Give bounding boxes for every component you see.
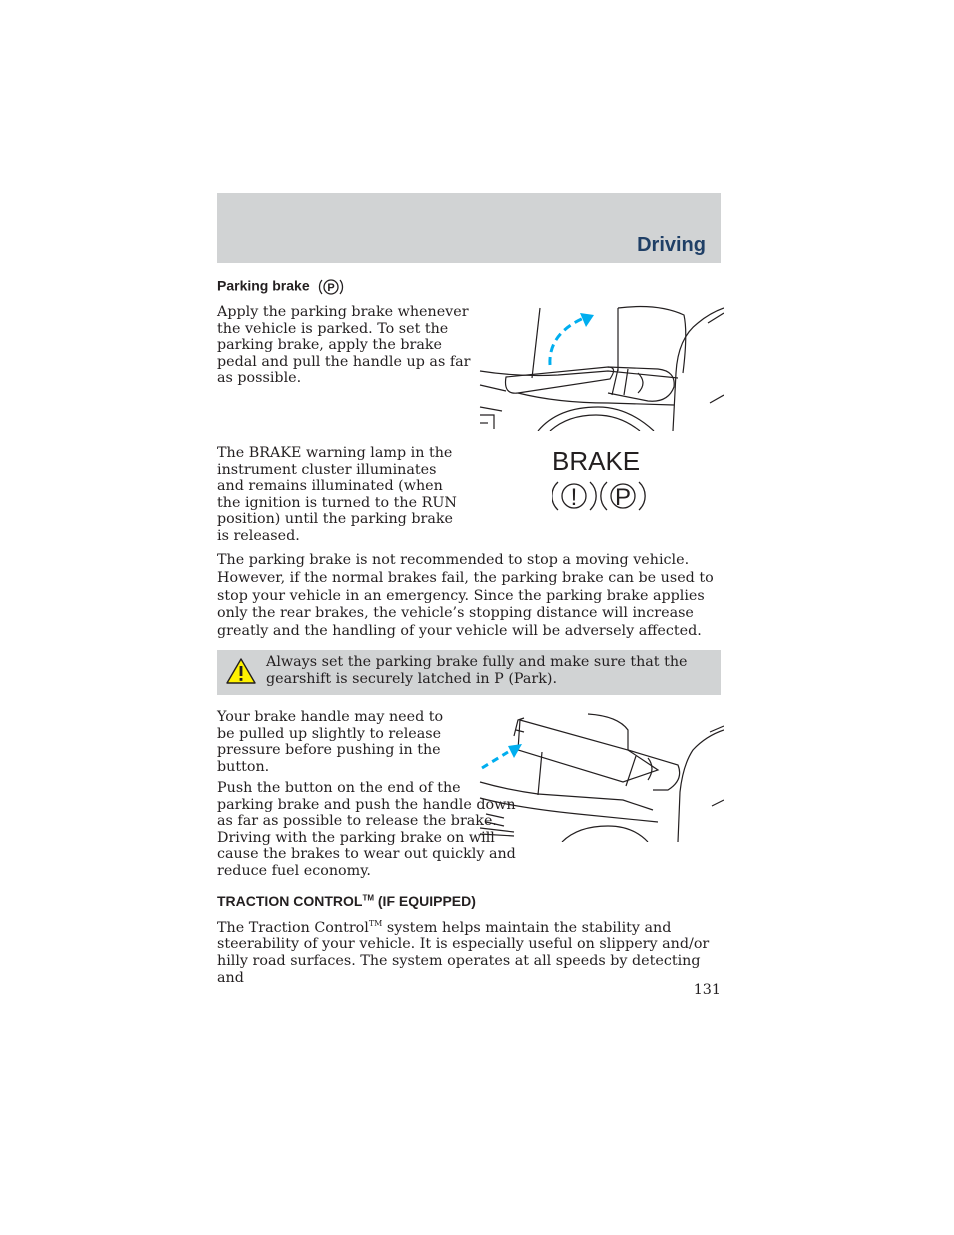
warning-text: Always set the parking brake fully and make sure that the gearshift is securely latched in P (Park). [266, 654, 688, 687]
brake-release-paragraph-1: Your brake handle may need to be pulled up slightly to release pressure before pushing in the button. [217, 709, 444, 775]
traction-control-paragraph-prefix: The Traction Control [217, 919, 369, 936]
section-header-bar [217, 193, 721, 263]
traction-control-heading-suffix: (IF EQUIPPED) [374, 893, 476, 909]
traction-control-heading [217, 893, 476, 909]
brake-warning-lamp [552, 446, 648, 516]
parking-brake-apply-paragraph: Apply the parking brake whenever the vehicle is parked. To set the parking brake, apply the brake pedal and pull the handle up as far as possible. [217, 304, 471, 387]
page-number: 131 [693, 982, 721, 998]
brake-release-paragraph-2: Push the button on the end of the parking brake and push the handle down as far as possible to release the brake. Driving with the parking brake on will cause the brakes to wear out quickly and reduce fuel economy. [217, 780, 516, 879]
brake-warning-lamp-paragraph: The BRAKE warning lamp in the instrument cluster illuminates and remains illuminated (when the ignition is turned to the RUN position) until the parking brake is released. [217, 445, 457, 544]
park-symbol-icon: P [614, 484, 632, 511]
brake-lamp-symbols [552, 478, 648, 516]
trademark-mark: TM [368, 919, 383, 928]
section-title: Driving [637, 234, 706, 256]
traction-control-heading-text: TRACTION CONTROL [217, 893, 363, 909]
svg-text:P: P [326, 282, 335, 294]
brake-lamp-label: BRAKE [552, 446, 641, 476]
warning-box [217, 650, 721, 695]
parking-brake-heading [217, 277, 344, 297]
parking-brake-not-recommended-paragraph: The parking brake is not recommended to stop a moving vehicle. However, if the normal brakes fail, the parking brake can be used to stop your vehicle in an emergency. Since the parking brake applies only the rear brakes, the vehicle’s stopping distance will increase greatly and the handling of your vehicle will be adversely affected. [217, 552, 714, 640]
parking-brake-apply-illustration [478, 303, 724, 431]
parking-brake-release-illustration [478, 710, 724, 842]
warning-triangle-icon [225, 657, 257, 685]
parking-brake-icon [318, 277, 344, 297]
exclamation-icon: ! [570, 484, 578, 511]
traction-control-paragraph-suffix: system helps maintain the stability and steerability of your vehicle. It is especially useful on slippery and/or hilly road surfaces. The system operates at all speeds by detecting and [217, 919, 710, 986]
trademark-mark: TM [362, 893, 374, 903]
parking-brake-heading-text: Parking brake [217, 277, 310, 294]
traction-control-paragraph [217, 916, 721, 986]
